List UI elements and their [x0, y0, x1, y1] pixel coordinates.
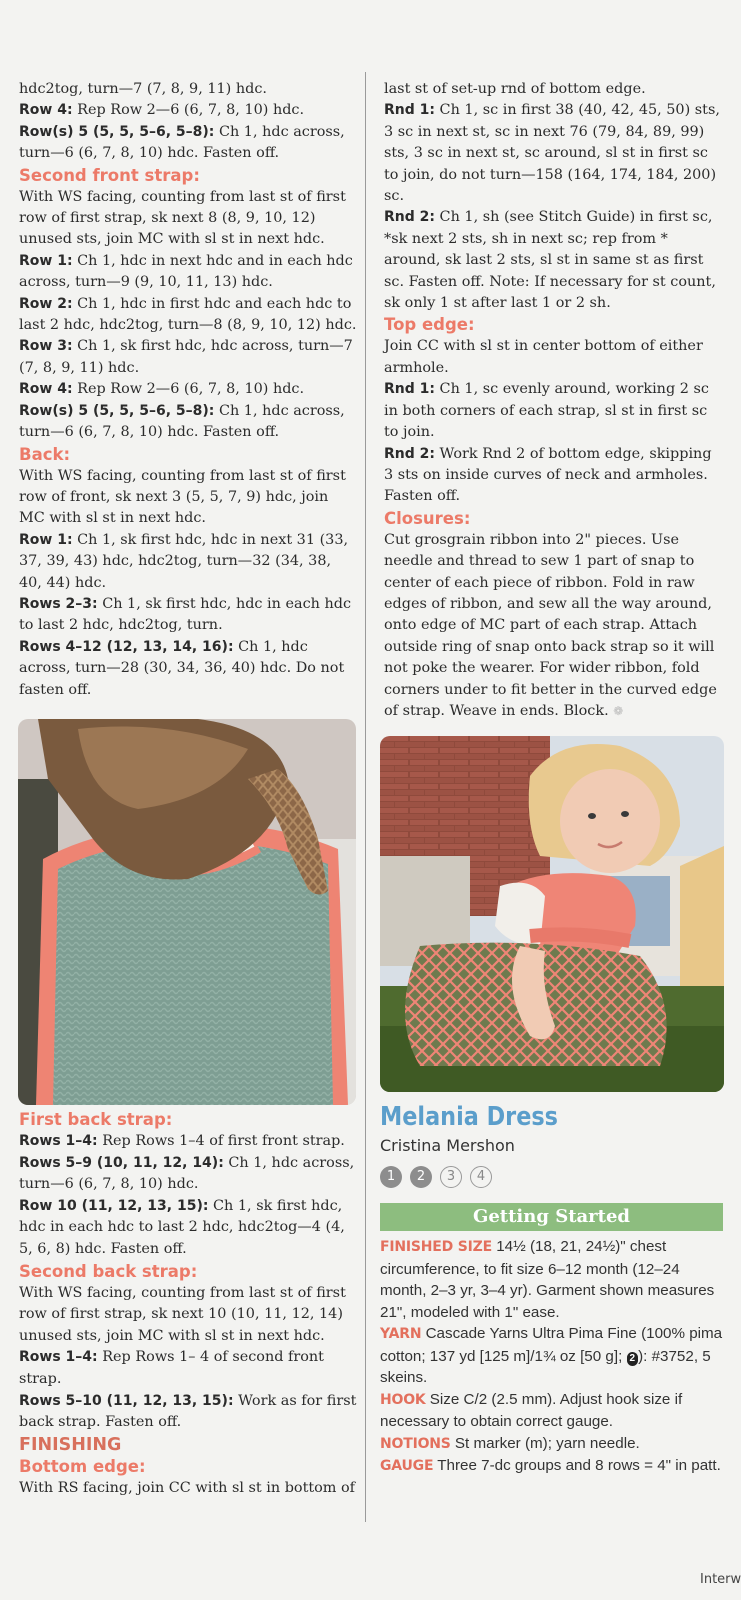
skill-level-1-icon: 1 [380, 1166, 402, 1188]
section-heading: Second front strap: [19, 165, 200, 185]
section-heading: Second back strap: [19, 1261, 198, 1281]
text-line: last st of set-up rnd of bottom edge. [384, 81, 646, 97]
notions: NOTIONS St marker (m); yarn needle. [380, 1434, 640, 1452]
instruction: Row 3: Ch 1, sk first hdc, hdc across, turn—7 (7, 8, 9, 11) hdc. [19, 338, 353, 376]
photo-garment-back [18, 719, 356, 1105]
section-intro: With WS facing, counting from last st of first row of front, sk next 3 (5, 5, 7, 9) hdc, join MC with sl st in next hdc. [19, 467, 346, 527]
photo-girl-wearing-dress [380, 736, 724, 1092]
row-label: Row(s) 5 (5, 5, 5–6, 5–8): [19, 123, 215, 140]
yarn: YARN Cascade Yarns Ultra Pima Fine (100% pima cotton; 137 yd [125 m]/1¾ oz [50 g]; 2 ): #3752, 5 skeins. [380, 1325, 723, 1386]
section-heading: Bottom edge: [19, 1456, 146, 1476]
column-divider [365, 72, 366, 1522]
text-line: hdc2tog, turn—7 (7, 8, 9, 11) hdc. [19, 81, 267, 97]
closures-text: Cut grosgrain ribbon into 2" pieces. Use needle and thread to sew 1 part of snap to center of each piece of ribbon. Fold in raw edges of ribbon, and sew all the way around, onto edge of MC part of each strap. Attach outside ring of snap onto back strap so it will not poke the wearer. For wider ribbon, fold corners under to fit better in the curved edge of strap. Weave in ends. Block. ❁ [384, 531, 717, 719]
instruction: Row 1: Ch 1, hdc in next hdc and in each hdc across, turn—9 (9, 10, 11, 13) hdc. [19, 252, 353, 291]
end-mark-icon: ❁ [613, 703, 624, 718]
getting-started-banner: Getting Started [380, 1203, 723, 1231]
instruction: Rows 5–10 (11, 12, 13, 15): Work as for first back strap. Fasten off. [19, 1392, 357, 1431]
section-intro: Join CC with sl st in center bottom of either armhole. [384, 338, 703, 376]
instruction: Row 10 (11, 12, 13, 15): Ch 1, sk first hdc, hdc in each hdc to last 2 hdc, hdc2tog—4 (4, 5, 6, 8) hdc. Fasten off. [19, 1197, 345, 1257]
yarn-weight-icon: 2 [627, 1352, 639, 1366]
hook: HOOK Size C/2 (2.5 mm). Adjust hook size if necessary to obtain correct gauge. [380, 1390, 683, 1430]
instruction: Row(s) 5 (5, 5, 5–6, 5–8): Ch 1, hdc across, turn—6 (6, 7, 8, 10) hdc. Fasten off. [19, 123, 345, 162]
section-intro: With RS facing, join CC with sl st in bottom of [19, 1479, 356, 1496]
instruction: Rows 4–12 (12, 13, 14, 16): Ch 1, hdc across, turn—28 (30, 34, 36, 40) hdc. Do not fasten off. [19, 638, 345, 698]
designer-name: Cristina Mershon [380, 1136, 515, 1155]
section-heading: Closures: [384, 508, 471, 528]
left-column-lower [19, 1109, 357, 1499]
skill-level-2-icon: 2 [410, 1166, 432, 1188]
row-label: Row 4: [19, 102, 73, 119]
section-heading: First back strap: [19, 1110, 173, 1129]
section-intro: With WS facing, counting from last st of first row of first strap, sk next 8 (8, 9, 10, 12) unused sts, join MC with sl st in next hdc. [19, 188, 346, 248]
instruction: Rnd 1: Ch 1, sc evenly around, working 2 sc in both corners of each strap, sl st in first sc to join. [384, 381, 709, 441]
pattern-title-block [380, 1101, 725, 1191]
right-column [384, 79, 724, 722]
getting-started-body [380, 1236, 725, 1478]
skill-level-row [380, 1165, 725, 1191]
instruction: Row 4: Rep Row 2—6 (6, 7, 8, 10) hdc. [19, 102, 305, 119]
instruction: Rows 5–9 (10, 11, 12, 14): Ch 1, hdc across, turn—6 (6, 7, 8, 10) hdc. [19, 1154, 355, 1193]
instruction: Rnd 2: Work Rnd 2 of bottom edge, skipping 3 sts on inside curves of neck and armholes. Fasten off. [384, 445, 712, 505]
instruction: Row 1: Ch 1, sk first hdc, hdc in next 31 (33, 37, 39, 43) hdc, hdc2tog, turn—32 (34, 38, 40, 44) hdc. [19, 531, 349, 591]
skill-level-4-icon: 4 [470, 1166, 492, 1188]
section-heading: Back: [19, 444, 71, 464]
instruction: Row 2: Ch 1, hdc in first hdc and each hdc to last 2 hdc, hdc2tog, turn—8 (8, 9, 10, 12) hdc. [19, 295, 357, 334]
page-footer: Interw [700, 1572, 741, 1587]
finished-size: FINISHED SIZE 14½ (18, 21, 24½)" chest circumference, to fit size 6–12 month (12–24 month, 2–3 yr, 3–4 yr). Garment shown measures 21", modeled with 1" ease. [380, 1238, 715, 1321]
section-intro: With WS facing, counting from last st of first row of first strap, sk next 10 (10, 11, 12, 14) unused sts, join MC with sl st in next hdc. [19, 1284, 346, 1344]
instruction: Rnd 2: Ch 1, sh (see Stitch Guide) in first sc, *sk next 2 sts, sh in next sc; rep from * around, sk last 2 sts, sl st in same st as first sc. Fasten off. Note: If necessary for st count, sk only 1 st after last 1 or 2 sh. [384, 209, 716, 312]
pattern-title: Melania Dress [380, 1102, 559, 1132]
section-heading: Top edge: [384, 315, 475, 335]
instruction: Rows 1–4: Rep Rows 1–4 of first front strap. [19, 1133, 345, 1149]
instruction: Row 4: Rep Row 2—6 (6, 7, 8, 10) hdc. [19, 381, 305, 398]
instruction: Rnd 1: Ch 1, sc in first 38 (40, 42, 45, 50) sts, 3 sc in next st, sc in next 76 (79, 84, 89, 99) sts, 3 sc in next st, sc around, sl st in first sc to join, do not turn—158 (164, 174, 184, 200) sc. [384, 102, 720, 205]
instruction: Row(s) 5 (5, 5, 5–6, 5–8): Ch 1, hdc across, turn—6 (6, 7, 8, 10) hdc. Fasten off. [19, 402, 345, 441]
instruction: Rows 1–4: Rep Rows 1– 4 of second front strap. [19, 1349, 324, 1387]
finishing-heading: FINISHING [19, 1434, 122, 1455]
left-column [19, 79, 357, 701]
gauge: GAUGE Three 7-dc groups and 8 rows = 4" in patt. [380, 1457, 721, 1474]
instruction: Rows 2–3: Ch 1, sk first hdc, hdc in each hdc to last 2 hdc, hdc2tog, turn. [19, 595, 352, 634]
skill-level-3-icon: 3 [440, 1166, 462, 1188]
